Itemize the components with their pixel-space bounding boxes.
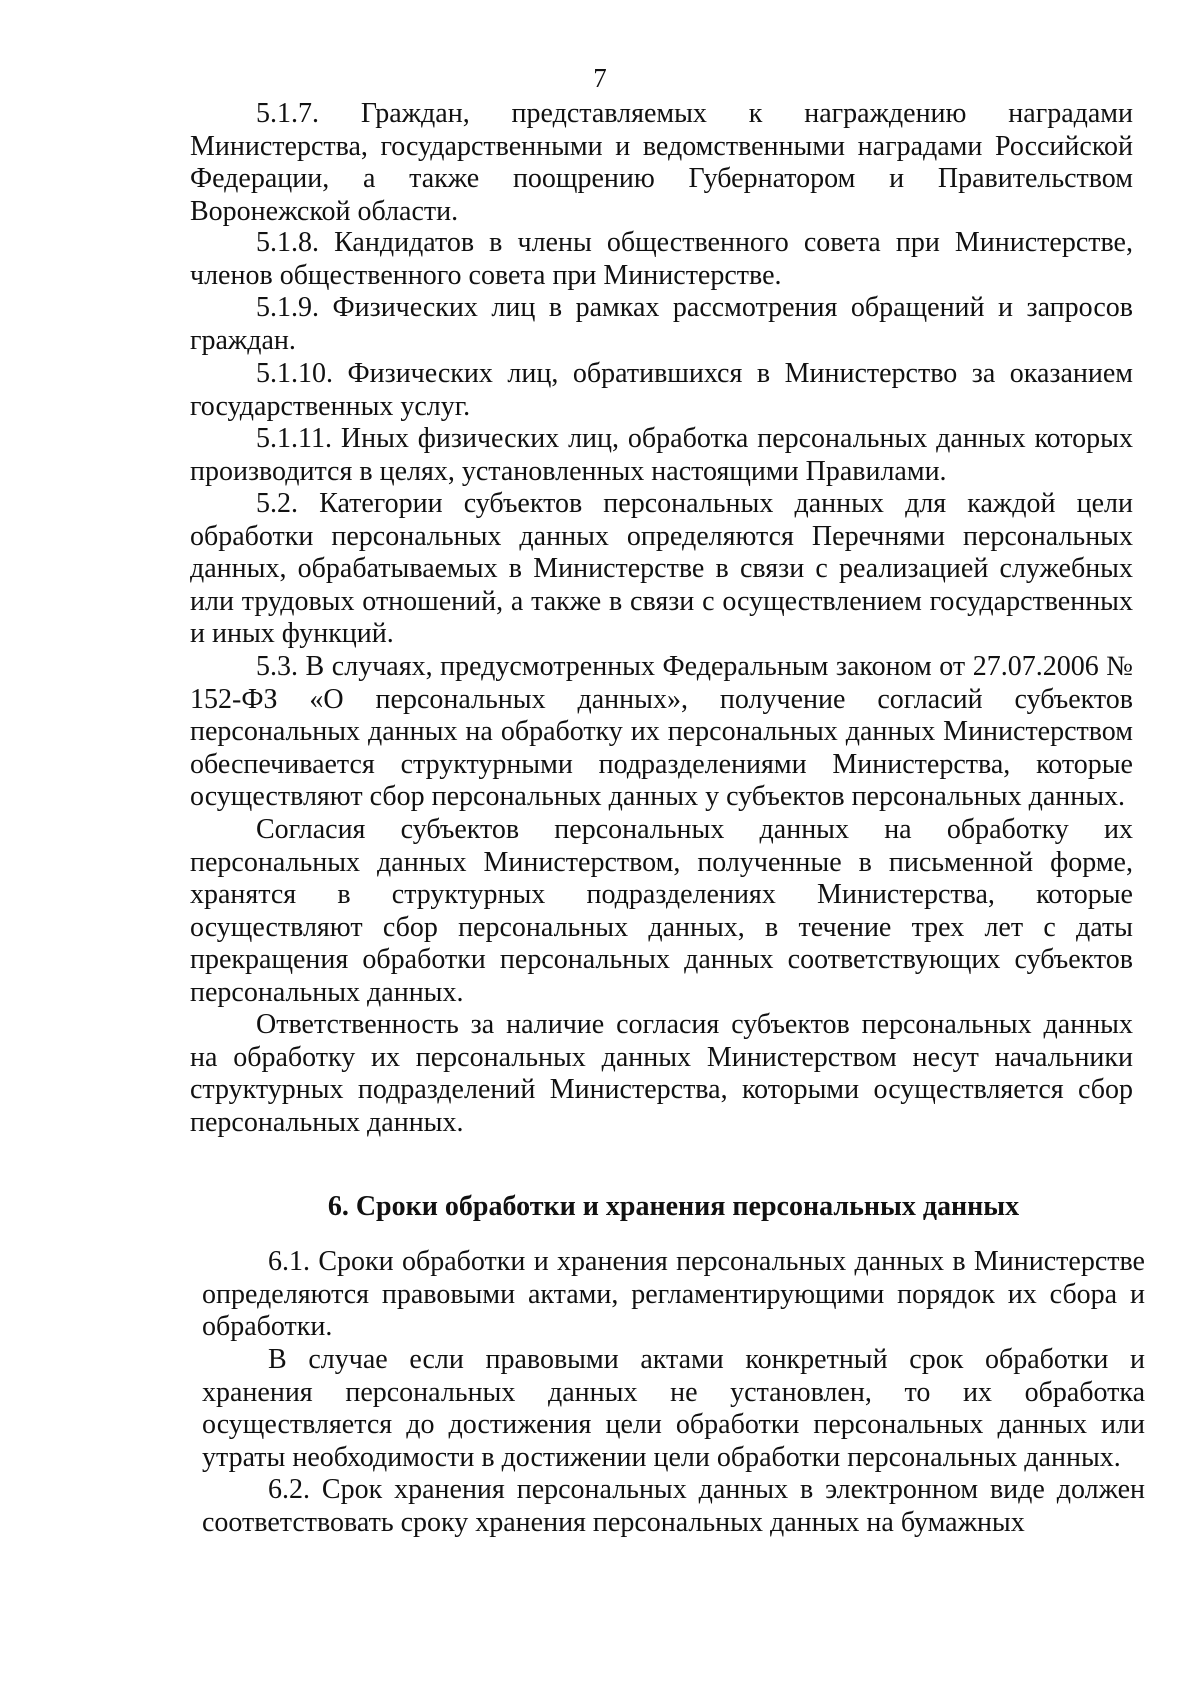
paragraph-6-1: 6.1. Сроки обработки и хранения персональных данных в Министерстве определяются правовыми актами, регламентирующими порядок их сбора и обработки.: [202, 1246, 1145, 1342]
paragraph-5-3: 5.3. В случаях, предусмотренных Федеральным законом от 27.07.2006 № 152-ФЗ «О персональных данных», получение согласий субъектов персональных данных на обработку их персональных данных Министерством обеспечивается структурными подразделениями Министерства, которые осуществляют сбор персональных данных у субъектов персональных данных.: [190, 651, 1133, 812]
paragraph-5-1-9: 5.1.9. Физических лиц в рамках рассмотрения обращений и запросов граждан.: [190, 292, 1133, 356]
paragraph-responsibility: Ответственность за наличие согласия субъектов персональных данных на обработку их персональных данных Министерством несут начальники структурных подразделений Министерства, которыми осуществляется сбор персональных данных.: [190, 1009, 1133, 1138]
paragraph-6-2: 6.2. Срок хранения персональных данных в электронном виде должен соответствовать сроку хранения персональных данных на бумажных: [202, 1474, 1145, 1538]
paragraph-5-1-8: 5.1.8. Кандидатов в члены общественного совета при Министерстве, членов общественного совета при Министерстве.: [190, 227, 1133, 291]
section-6-heading: 6. Сроки обработки и хранения персональных данных: [327, 1191, 1020, 1222]
paragraph-6-1-b: В случае если правовыми актами конкретный срок обработки и хранения персональных данных не установлен, то их обработка осуществляется до достижения цели обработки персональных данных или утраты необходимости в достижении цели обработки персональных данных.: [202, 1344, 1145, 1473]
paragraph-5-1-7: 5.1.7. Граждан, представляемых к награждению наградами Министерства, государственными и ведомственными наградами Российской Федерации, а также поощрению Губернатором и Правительством Воронежской области.: [190, 98, 1133, 227]
page-number: 7: [593, 63, 607, 93]
paragraph-5-1-10: 5.1.10. Физических лиц, обратившихся в Министерство за оказанием государственных услуг.: [190, 358, 1133, 422]
paragraph-5-2: 5.2. Категории субъектов персональных данных для каждой цели обработки персональных данных определяются Перечнями персональных данных, обрабатываемых в Министерстве в связи с реализацией служебных или трудовых отношений, а также в связи с осуществлением государственных и иных функций.: [190, 488, 1133, 649]
paragraph-5-1-11: 5.1.11. Иных физических лиц, обработка персональных данных которых производится в целях, установленных настоящими Правилами.: [190, 423, 1133, 487]
paragraph-consent-storage: Согласия субъектов персональных данных на обработку их персональных данных Министерством, полученные в письменной форме, хранятся в структурных подразделениях Министерства, которые осуществляют сбор персональных данных, в течение трех лет с даты прекращения обработки персональных данных соответствующих субъектов персональных данных.: [190, 814, 1133, 1008]
